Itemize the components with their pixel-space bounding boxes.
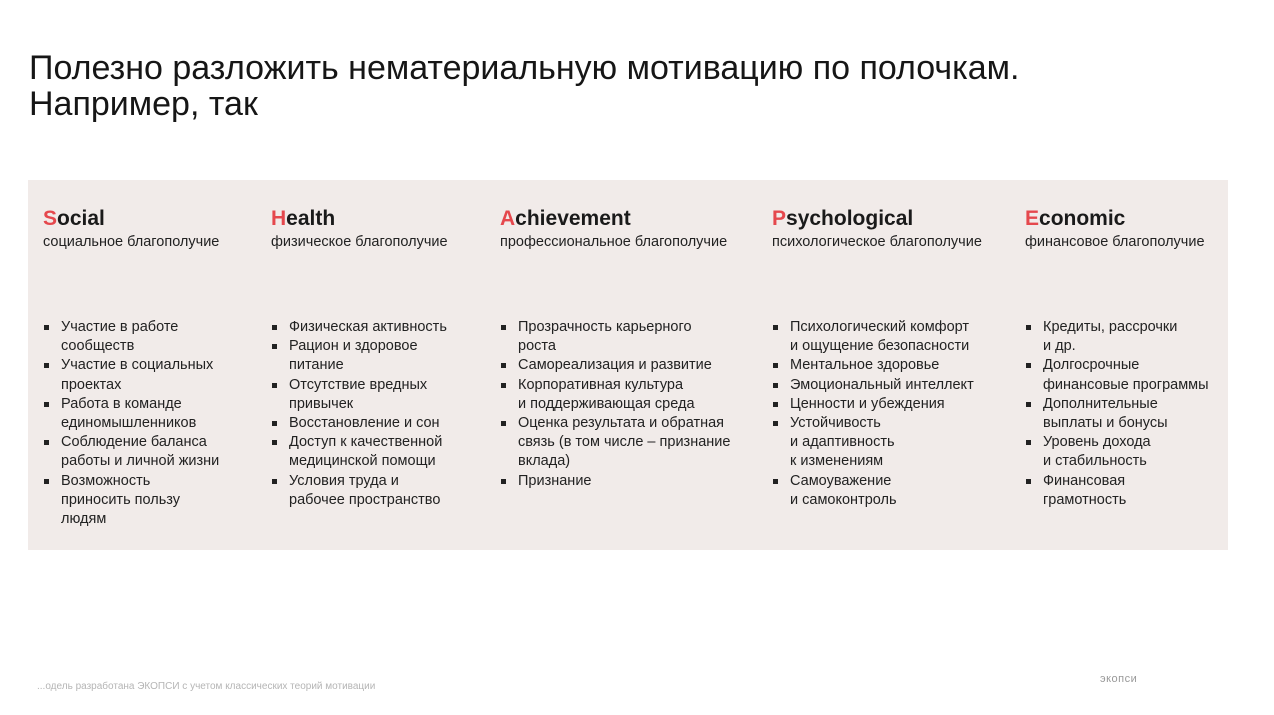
- category-column-ocial: [43, 206, 220, 528]
- list-item: Дополнительные выплаты и бонусы: [1025, 395, 1265, 433]
- list-item: Уровень дохода и стабильность: [1025, 433, 1265, 471]
- category-list: [271, 318, 511, 510]
- list-item: Ценности и убеждения: [772, 395, 1012, 414]
- category-name-rest: ocial: [57, 207, 105, 230]
- category-name-rest: sychological: [786, 207, 914, 230]
- category-initial: A: [500, 207, 516, 230]
- list-item: Самоуважение и самоконтроль: [772, 472, 1012, 510]
- category-initial: E: [1025, 207, 1040, 230]
- category-name-rest: chievement: [515, 207, 631, 230]
- category-list: [1025, 318, 1265, 510]
- category-subtitle: финансовое благополучие: [1025, 234, 1205, 250]
- category-name-rest: ealth: [286, 207, 336, 230]
- list-item: Физическая активность: [271, 318, 511, 337]
- category-initial: S: [43, 207, 58, 230]
- category-column-conomic: [1025, 206, 1209, 508]
- list-item: Ментальное здоровье: [772, 356, 1012, 375]
- category-list: [772, 318, 1012, 510]
- list-item: Финансовая грамотность: [1025, 472, 1265, 510]
- category-subtitle: физическое благополучие: [271, 234, 448, 250]
- list-item: Возможность приносить пользу людям: [43, 472, 283, 530]
- category-column-ealth: [271, 206, 448, 508]
- list-item: Устойчивость и адаптивность к изменениям: [772, 414, 1012, 472]
- category-initial: P: [772, 207, 787, 230]
- category-subtitle: социальное благополучие: [43, 234, 220, 250]
- list-item: Эмоциональный интеллект: [772, 376, 1012, 395]
- category-heading: [1025, 206, 1205, 232]
- category-column-sychological: [772, 206, 982, 508]
- list-item: Прозрачность карьерного роста: [500, 318, 740, 356]
- category-list: [500, 318, 740, 491]
- list-item: Оценка результата и обратная связь (в том числе – признание вклада): [500, 414, 740, 472]
- list-item: Работа в команде единомышленников: [43, 395, 283, 433]
- category-column-chievement: [500, 206, 731, 489]
- category-name-rest: conomic: [1039, 207, 1126, 230]
- category-subtitle: психологическое благополучие: [772, 234, 982, 250]
- category-heading: [772, 206, 982, 232]
- footnote: ...одель разработана ЭКОПСИ с учетом классических теорий мотивации: [37, 681, 376, 692]
- list-item: Восстановление и сон: [271, 414, 511, 433]
- motivation-panel: [28, 180, 1228, 550]
- list-item: Самореализация и развитие: [500, 356, 740, 375]
- list-item: Условия труда и рабочее пространство: [271, 472, 511, 510]
- list-item: Корпоративная культура и поддерживающая среда: [500, 376, 740, 414]
- list-item: Участие в работе сообществ: [43, 318, 283, 356]
- category-list: [43, 318, 283, 529]
- list-item: Соблюдение баланса работы и личной жизни: [43, 433, 283, 471]
- category-heading: [271, 206, 448, 232]
- list-item: Долгосрочные финансовые программы: [1025, 356, 1265, 394]
- list-item: Доступ к качественной медицинской помощи: [271, 433, 511, 471]
- list-item: Рацион и здоровое питание: [271, 337, 511, 375]
- category-initial: H: [271, 207, 287, 230]
- company-logo: экопси: [1100, 673, 1138, 685]
- list-item: Признание: [500, 472, 740, 491]
- list-item: Кредиты, рассрочки и др.: [1025, 318, 1265, 356]
- list-item: Отсутствие вредных привычек: [271, 376, 511, 414]
- category-subtitle: профессиональное благополучие: [500, 234, 728, 250]
- category-heading: [500, 206, 727, 232]
- category-heading: [43, 206, 219, 232]
- page-title: Полезно разложить нематериальную мотивацию по полочкам. Например, так: [29, 49, 1020, 123]
- list-item: Психологический комфорт и ощущение безопасности: [772, 318, 1012, 356]
- list-item: Участие в социальных проектах: [43, 356, 283, 394]
